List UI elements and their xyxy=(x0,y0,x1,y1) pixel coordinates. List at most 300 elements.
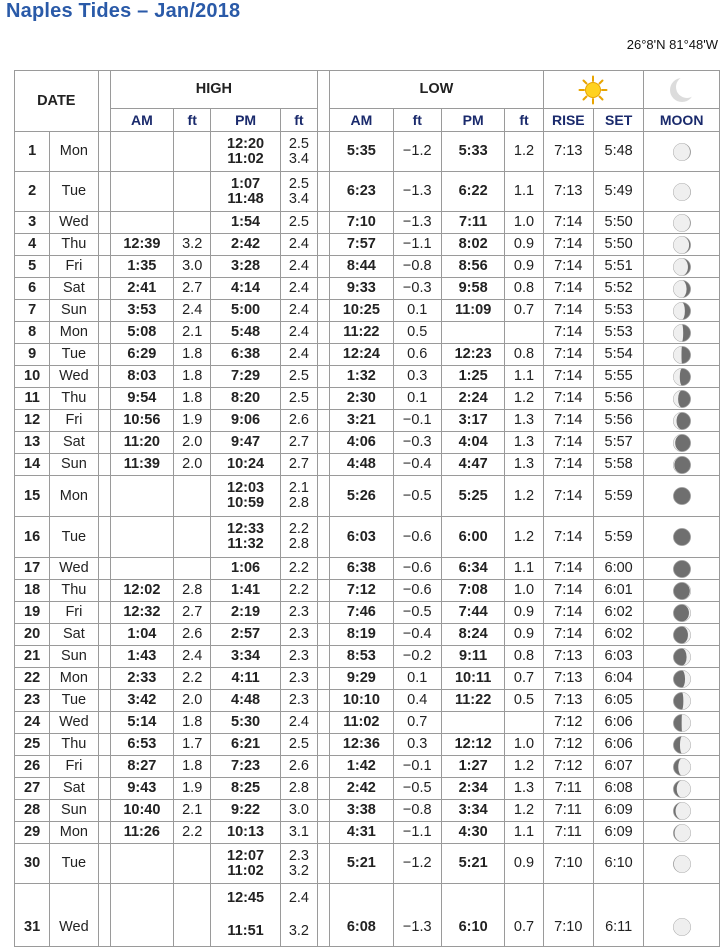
low-pm-time xyxy=(441,646,504,668)
high-am-ft-value: 2.7 xyxy=(182,280,203,296)
row-gap xyxy=(318,668,330,690)
high-am-time-value: 11:39 xyxy=(123,456,160,472)
low-am-time xyxy=(330,844,393,884)
high-pm-ft-value: 2.5 xyxy=(288,368,310,384)
high-am-time-value: 9:54 xyxy=(127,390,157,406)
row-gap xyxy=(98,344,110,366)
table-row xyxy=(15,712,720,734)
low-pm-ft-value: 1.1 xyxy=(513,824,535,840)
high-pm-ft xyxy=(280,132,317,172)
high-am-time-value: 10:40 xyxy=(123,802,161,818)
low-am-time-value: 10:10 xyxy=(342,692,380,708)
low-am-time xyxy=(330,234,393,256)
high-am-time xyxy=(110,322,173,344)
high-pm-time-value: 3:28 xyxy=(231,258,261,274)
sunrise: 7:10 xyxy=(543,884,593,947)
low-pm-ft-value: 0.7 xyxy=(513,918,535,935)
table-row xyxy=(15,517,720,558)
moon-phase-icon xyxy=(644,172,720,212)
row-gap xyxy=(318,212,330,234)
row-gap xyxy=(98,756,110,778)
date-number: 18 xyxy=(15,580,50,602)
low-am-ft-value: −1.1 xyxy=(402,824,432,840)
high-pm-time xyxy=(211,884,280,947)
low-am-ft xyxy=(393,756,441,778)
sunrise: 7:10 xyxy=(543,844,593,884)
table-row xyxy=(15,668,720,690)
low-pm-ft xyxy=(505,800,543,822)
high-pm-time-value: 3:34 xyxy=(231,648,261,664)
low-am-time-value: 2:42 xyxy=(346,780,376,796)
high-am-ft xyxy=(174,756,211,778)
header-date: DATE xyxy=(15,71,99,132)
low-am-ft xyxy=(393,668,441,690)
high-pm-ft-value: 3.2 xyxy=(288,862,310,879)
low-pm-time xyxy=(441,558,504,580)
high-am-time xyxy=(110,256,173,278)
high-pm-ft-value: 3.1 xyxy=(288,824,310,840)
row-gap xyxy=(318,172,330,212)
low-am-time xyxy=(330,322,393,344)
low-am-time xyxy=(330,712,393,734)
low-pm-ft-value: 1.1 xyxy=(513,183,535,199)
low-am-time-value: 3:38 xyxy=(346,802,376,818)
table-row xyxy=(15,580,720,602)
high-pm-time xyxy=(211,344,280,366)
low-pm-ft-value: 0.8 xyxy=(513,648,535,664)
low-pm-ft-value: 0.9 xyxy=(513,258,535,274)
row-gap xyxy=(98,734,110,756)
table-row xyxy=(15,476,720,517)
sunset: 6:04 xyxy=(593,668,643,690)
high-pm-ft xyxy=(280,884,317,947)
low-am-time-value: 6:08 xyxy=(346,918,376,935)
high-am-ft xyxy=(174,778,211,800)
table-row xyxy=(15,602,720,624)
low-am-ft xyxy=(393,212,441,234)
high-pm-ft-value: 2.4 xyxy=(288,324,310,340)
sunrise: 7:14 xyxy=(543,388,593,410)
high-am-ft-value: 3.2 xyxy=(182,236,203,252)
low-pm-time-value: 6:34 xyxy=(458,560,488,576)
high-pm-ft xyxy=(280,410,317,432)
low-pm-ft xyxy=(505,476,543,517)
table-row xyxy=(15,822,720,844)
low-am-time-value: 11:02 xyxy=(343,714,380,730)
high-pm-ft xyxy=(280,668,317,690)
high-pm-time-value: 12:07 xyxy=(227,847,265,864)
high-pm-ft xyxy=(280,734,317,756)
table-row xyxy=(15,212,720,234)
table-row xyxy=(15,844,720,884)
sunset: 6:02 xyxy=(593,602,643,624)
low-am-ft-value: −1.2 xyxy=(402,143,432,159)
low-am-time xyxy=(330,734,393,756)
high-pm-ft-value: 2.5 xyxy=(288,390,310,406)
sunset: 5:51 xyxy=(593,256,643,278)
low-am-ft-value: −1.3 xyxy=(402,918,432,935)
high-pm-time-value: 10:24 xyxy=(227,456,265,472)
low-pm-ft xyxy=(505,884,543,947)
moon-phase-icon xyxy=(644,256,720,278)
low-pm-ft xyxy=(505,366,543,388)
high-am-ft xyxy=(174,884,211,947)
moon-phase-icon xyxy=(644,624,720,646)
high-pm-ft xyxy=(280,558,317,580)
day-name: Tue xyxy=(50,844,98,884)
high-am-ft-value: 2.0 xyxy=(182,456,203,472)
sunset: 5:54 xyxy=(593,344,643,366)
table-row xyxy=(15,388,720,410)
high-am-ft xyxy=(174,132,211,172)
high-am-time-value: 12:02 xyxy=(123,582,161,598)
row-gap xyxy=(98,278,110,300)
high-pm-time xyxy=(211,712,280,734)
moon-phase-icon xyxy=(644,410,720,432)
high-am-ft xyxy=(174,454,211,476)
day-name: Sat xyxy=(50,278,98,300)
moon-phase-icon xyxy=(644,366,720,388)
low-pm-time-value: 8:24 xyxy=(458,626,488,642)
row-gap xyxy=(98,712,110,734)
moon-phase-icon xyxy=(644,344,720,366)
high-pm-ft-value: 2.3 xyxy=(288,847,310,864)
sunset: 5:48 xyxy=(593,132,643,172)
low-am-ft-value: −0.5 xyxy=(402,487,432,504)
low-am-time-value: 8:44 xyxy=(346,258,376,274)
day-name: Sun xyxy=(50,300,98,322)
row-gap xyxy=(318,844,330,884)
low-pm-ft-value: 1.2 xyxy=(513,758,535,774)
sunrise: 7:14 xyxy=(543,300,593,322)
date-number: 20 xyxy=(15,624,50,646)
low-am-ft-value: −0.6 xyxy=(402,582,432,598)
low-pm-time-value: 11:22 xyxy=(454,692,492,708)
low-pm-time-value: 5:33 xyxy=(458,143,488,159)
high-pm-time xyxy=(211,624,280,646)
low-am-ft-value: −0.5 xyxy=(402,604,432,620)
high-am-ft-value: 1.8 xyxy=(182,368,203,384)
low-am-time xyxy=(330,778,393,800)
low-pm-ft-value: 1.1 xyxy=(513,368,535,384)
page-title: Naples Tides – Jan/2018 xyxy=(6,0,241,22)
high-pm-ft xyxy=(280,366,317,388)
high-am-time xyxy=(110,822,173,844)
low-pm-ft xyxy=(505,517,543,558)
low-am-time-value: 6:38 xyxy=(346,560,376,576)
low-am-time-value: 9:33 xyxy=(346,280,376,296)
sunset: 5:52 xyxy=(593,278,643,300)
row-gap xyxy=(98,602,110,624)
day-name: Wed xyxy=(50,884,98,947)
row-gap xyxy=(318,778,330,800)
high-pm-ft-value: 2.6 xyxy=(288,412,310,428)
high-pm-ft xyxy=(280,256,317,278)
high-pm-ft-value: 2.5 xyxy=(288,736,310,752)
high-am-time-value: 8:03 xyxy=(127,368,157,384)
high-am-ft xyxy=(174,580,211,602)
row-gap xyxy=(98,410,110,432)
sunrise: 7:11 xyxy=(543,778,593,800)
low-pm-ft-value: 1.2 xyxy=(513,528,535,545)
high-am-time xyxy=(110,734,173,756)
low-am-time xyxy=(330,646,393,668)
row-gap xyxy=(318,800,330,822)
tide-table xyxy=(14,70,720,947)
high-pm-ft-value: 2.6 xyxy=(288,758,310,774)
low-pm-time xyxy=(441,322,504,344)
low-pm-ft xyxy=(505,344,543,366)
high-am-ft xyxy=(174,602,211,624)
high-am-time xyxy=(110,517,173,558)
high-pm-ft xyxy=(280,778,317,800)
high-am-time xyxy=(110,366,173,388)
sunset: 6:10 xyxy=(593,844,643,884)
sunset: 5:50 xyxy=(593,212,643,234)
low-pm-ft-value: 1.0 xyxy=(513,582,535,598)
high-pm-time xyxy=(211,646,280,668)
high-pm-time xyxy=(211,322,280,344)
low-am-ft xyxy=(393,602,441,624)
low-pm-ft xyxy=(505,132,543,172)
high-pm-ft-value: 2.3 xyxy=(288,670,310,686)
sunrise: 7:14 xyxy=(543,602,593,624)
high-am-ft-value: 2.8 xyxy=(182,582,203,598)
high-am-time xyxy=(110,712,173,734)
row-gap xyxy=(98,388,110,410)
high-am-ft-value: 1.8 xyxy=(182,346,203,362)
high-pm-time xyxy=(211,778,280,800)
high-am-ft xyxy=(174,844,211,884)
high-pm-ft-value: 2.2 xyxy=(288,582,310,598)
high-am-ft xyxy=(174,668,211,690)
low-pm-time xyxy=(441,580,504,602)
low-pm-ft-value: 0.8 xyxy=(513,280,535,296)
high-pm-time xyxy=(211,580,280,602)
low-am-time xyxy=(330,366,393,388)
high-pm-ft-value: 2.4 xyxy=(288,236,310,252)
day-name: Sun xyxy=(50,646,98,668)
high-pm-ft xyxy=(280,388,317,410)
high-am-ft-value: 2.6 xyxy=(182,626,203,642)
date-number: 29 xyxy=(15,822,50,844)
row-gap xyxy=(318,602,330,624)
high-am-time-value: 8:27 xyxy=(127,758,157,774)
moon-phase-icon xyxy=(644,778,720,800)
table-row xyxy=(15,300,720,322)
high-am-ft-value: 1.7 xyxy=(182,736,203,752)
low-am-ft-value: −0.8 xyxy=(402,258,432,274)
row-gap xyxy=(318,132,330,172)
sunrise: 7:14 xyxy=(543,558,593,580)
day-name: Sun xyxy=(50,454,98,476)
low-pm-time xyxy=(441,624,504,646)
high-pm-time xyxy=(211,844,280,884)
date-number: 10 xyxy=(15,366,50,388)
date-number: 9 xyxy=(15,344,50,366)
low-am-time-value: 8:19 xyxy=(346,626,376,642)
low-am-ft-value: −1.2 xyxy=(402,855,432,871)
low-pm-ft-value: 0.9 xyxy=(513,626,535,642)
sunrise: 7:14 xyxy=(543,344,593,366)
high-am-ft-value: 2.2 xyxy=(182,824,203,840)
date-number: 26 xyxy=(15,756,50,778)
header-high-pm-ft: ft xyxy=(280,109,317,132)
high-pm-ft xyxy=(280,212,317,234)
high-am-time-value: 9:43 xyxy=(127,780,157,796)
low-am-time xyxy=(330,454,393,476)
sunrise: 7:14 xyxy=(543,624,593,646)
table-row xyxy=(15,756,720,778)
low-am-ft-value: −0.1 xyxy=(402,412,432,428)
high-am-time xyxy=(110,756,173,778)
header-moon: MOON xyxy=(644,109,720,132)
sunrise: 7:14 xyxy=(543,322,593,344)
low-am-time-value: 3:21 xyxy=(346,412,376,428)
sun-icon xyxy=(543,71,644,109)
high-pm-time-value: 9:22 xyxy=(231,802,261,818)
high-pm-ft-value: 2.5 xyxy=(288,175,310,192)
low-pm-ft xyxy=(505,256,543,278)
high-am-ft xyxy=(174,344,211,366)
low-am-time-value: 5:26 xyxy=(346,487,376,504)
high-pm-time xyxy=(211,517,280,558)
low-am-ft-value: −0.6 xyxy=(402,560,432,576)
low-am-time-value: 7:12 xyxy=(346,582,376,598)
high-pm-ft-value: 2.5 xyxy=(288,214,310,230)
low-pm-ft xyxy=(505,234,543,256)
row-gap xyxy=(318,712,330,734)
low-am-ft-value: 0.3 xyxy=(407,368,428,384)
low-pm-time xyxy=(441,476,504,517)
high-am-time-value: 12:39 xyxy=(123,236,161,252)
day-name: Wed xyxy=(50,558,98,580)
low-am-time-value: 5:21 xyxy=(346,855,376,871)
low-am-ft xyxy=(393,344,441,366)
low-pm-ft xyxy=(505,388,543,410)
low-am-ft xyxy=(393,432,441,454)
high-am-time xyxy=(110,476,173,517)
high-am-time xyxy=(110,690,173,712)
low-pm-time xyxy=(441,756,504,778)
sunset: 5:53 xyxy=(593,322,643,344)
high-pm-time-value: 10:13 xyxy=(227,824,265,840)
high-pm-time-value: 8:20 xyxy=(231,390,261,406)
day-name: Mon xyxy=(50,132,98,172)
low-am-time xyxy=(330,602,393,624)
sunset: 6:00 xyxy=(593,558,643,580)
low-pm-ft xyxy=(505,300,543,322)
row-gap xyxy=(318,300,330,322)
high-am-ft xyxy=(174,624,211,646)
table-row xyxy=(15,256,720,278)
high-pm-time xyxy=(211,172,280,212)
high-am-ft-value: 2.0 xyxy=(182,434,203,450)
sunrise: 7:13 xyxy=(543,668,593,690)
row-gap xyxy=(98,256,110,278)
sunrise: 7:11 xyxy=(543,800,593,822)
low-am-time-value: 4:06 xyxy=(346,434,376,450)
row-gap xyxy=(98,668,110,690)
sunrise: 7:12 xyxy=(543,712,593,734)
high-pm-ft-value: 3.2 xyxy=(288,923,310,939)
date-number: 7 xyxy=(15,300,50,322)
low-pm-ft-value: 1.0 xyxy=(513,736,535,752)
table-row xyxy=(15,322,720,344)
low-am-ft xyxy=(393,234,441,256)
moon-phase-icon xyxy=(644,580,720,602)
high-am-ft xyxy=(174,172,211,212)
low-am-ft xyxy=(393,172,441,212)
row-gap xyxy=(98,646,110,668)
high-am-ft-value: 2.1 xyxy=(182,324,203,340)
high-pm-time-value: 8:25 xyxy=(231,780,261,796)
high-pm-time-value: 5:00 xyxy=(231,302,261,318)
row-gap xyxy=(98,476,110,517)
high-pm-time-value: 2:42 xyxy=(231,236,261,252)
high-am-time xyxy=(110,646,173,668)
low-pm-time-value: 1:25 xyxy=(458,368,488,384)
moon-phase-icon xyxy=(644,278,720,300)
sunrise: 7:14 xyxy=(543,454,593,476)
header-low-am-ft: ft xyxy=(393,109,441,132)
high-pm-ft-value: 2.8 xyxy=(288,780,310,796)
low-pm-ft-value: 1.1 xyxy=(513,560,535,576)
low-am-ft xyxy=(393,580,441,602)
sunrise: 7:13 xyxy=(543,172,593,212)
high-am-ft xyxy=(174,734,211,756)
low-pm-time-value: 3:34 xyxy=(458,802,488,818)
high-pm-time xyxy=(211,800,280,822)
low-am-ft xyxy=(393,822,441,844)
high-pm-time xyxy=(211,388,280,410)
row-gap xyxy=(98,212,110,234)
high-am-ft xyxy=(174,256,211,278)
low-am-time xyxy=(330,410,393,432)
low-pm-ft-value: 0.7 xyxy=(513,670,535,686)
high-pm-ft-value: 2.2 xyxy=(288,521,310,537)
high-pm-ft-value: 2.8 xyxy=(288,536,310,552)
day-name: Tue xyxy=(50,344,98,366)
date-number: 31 xyxy=(15,884,50,947)
low-pm-time-value: 2:34 xyxy=(458,780,488,796)
row-gap xyxy=(98,800,110,822)
high-pm-ft-value: 3.0 xyxy=(288,802,310,818)
low-pm-ft xyxy=(505,734,543,756)
row-gap xyxy=(98,580,110,602)
sunrise: 7:13 xyxy=(543,132,593,172)
date-number: 6 xyxy=(15,278,50,300)
row-gap xyxy=(98,234,110,256)
high-am-ft xyxy=(174,476,211,517)
high-pm-time-value: 1:54 xyxy=(231,214,261,230)
low-pm-time-value: 1:27 xyxy=(458,758,488,774)
date-number: 27 xyxy=(15,778,50,800)
high-pm-ft xyxy=(280,322,317,344)
low-pm-time xyxy=(441,800,504,822)
date-number: 13 xyxy=(15,432,50,454)
date-number: 25 xyxy=(15,734,50,756)
high-pm-time xyxy=(211,212,280,234)
low-pm-time-value: 6:00 xyxy=(458,528,488,545)
low-am-ft xyxy=(393,517,441,558)
day-name: Fri xyxy=(50,256,98,278)
high-am-ft-value: 3.0 xyxy=(182,258,203,274)
low-am-ft-value: 0.5 xyxy=(407,324,428,340)
high-pm-time xyxy=(211,234,280,256)
row-gap xyxy=(98,300,110,322)
high-am-ft xyxy=(174,517,211,558)
